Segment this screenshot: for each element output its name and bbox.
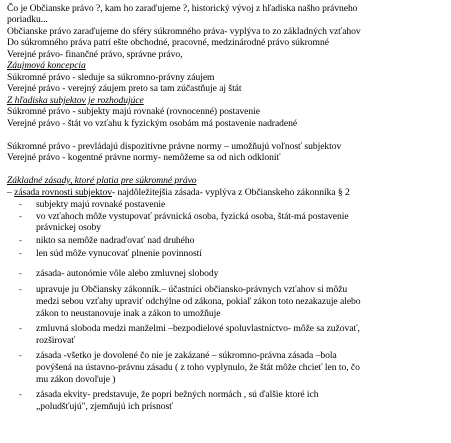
list-item: subjekty majú rovnaké postavenie <box>36 199 166 210</box>
principle-description: - najdôležitejšia zásada- vyplýva z Občianskeho zákonníka § 2 <box>111 187 350 198</box>
text-line: Verejné právo - kogentné právne normy- nemôžeme sa od nich odkloniť <box>7 152 281 163</box>
list-item-continuation: právnickej osoby <box>36 222 102 233</box>
text-line: Verejné právo - verejný záujem preto sa tam zúčastňuje aj štát <box>7 83 242 94</box>
bullet-marker: - <box>19 249 22 258</box>
text-line: poriadku... <box>7 14 48 25</box>
list-item-continuation: mu zákon dovoľuje ) <box>36 374 116 385</box>
list-item: zásada -všetko je dovolené čo nie je zakázané – súkromno-právna zásada –bola <box>36 350 337 361</box>
bullet-marker: - <box>19 236 22 245</box>
list-item-continuation: „poludšťujú", zjemňujú ich prísnosť <box>36 401 174 412</box>
bullet-marker: - <box>19 324 22 333</box>
list-item: vo vzťahoch môže vystupovať právnická osoba, fyzická osoba, štát-má postavenie <box>36 211 349 222</box>
list-item-continuation: medzi sebou vzťahy upraviť odchýlne od zákona, pokiaľ zákon toto nezakazuje alebo <box>36 296 361 307</box>
text-line: Čo je Občianske právo ?, kam ho zaraďujeme ?, historický vývoj z hľadiska našho právneho <box>7 3 358 14</box>
section-heading: Základné zásady, ktoré platia pre súkromné právo <box>7 175 197 186</box>
text-line: Súkromné právo - subjekty majú rovnaké (rovnocenné) postavenie <box>7 106 260 117</box>
list-item: nikto sa nemôže nadraďovať nad druhého <box>36 235 195 246</box>
principle-line <box>7 187 350 198</box>
list-item: zmluvná sloboda medzi manželmi –bezpodielové spoluvlastníctvo- môže sa zužovať, <box>36 323 360 334</box>
list-item: len súd môže vynucovať plnenie povinností <box>36 248 202 259</box>
bullet-marker: - <box>19 200 22 209</box>
text-line: Verejné právo - štát vo vzťahu k fyzickým osobám má postavenie nadradené <box>7 118 298 129</box>
dash-prefix: – <box>7 187 15 198</box>
bullet-marker: - <box>19 351 22 360</box>
text-line: Súkromné právo - sleduje sa súkromno-právny záujem <box>7 72 215 83</box>
section-heading: Záujmová koncepcia <box>7 60 86 71</box>
list-item-continuation: povýšená na ústavno-právnu zásadu ( z toho vyplynulo, že štát môže chcieť len to, čo <box>36 362 360 373</box>
bullet-marker: - <box>19 390 22 399</box>
bullet-marker: - <box>19 285 22 294</box>
bullet-marker: - <box>19 212 22 221</box>
text-line: Do súkromného práva patrí ešte obchodné, pracovné, medzinárodné právo súkromné <box>7 37 329 48</box>
list-item: zásada ekvity- predstavuje, že popri bežných normách , sú ďalšie ktoré ich <box>36 389 319 400</box>
list-item: zásada- autonómie vôle alebo zmluvnej slobody <box>36 268 219 279</box>
text-line: Súkromné právo - prevládajú dispozitívne právne normy – umožňujú voľnosť subjektov <box>7 141 342 152</box>
list-item: upravuje ju Občiansky zákonník.– účastníci občiansko-právnych vzťahov si môžu <box>36 284 348 295</box>
principle-title: zásada rovnosti subjektov <box>14 187 112 198</box>
text-line: Občianske právo zaraďujeme do sféry súkromného práva- vyplýva to zo základných vzťahov <box>7 26 361 37</box>
text-line: Verejné právo- finančné právo, správne právo, <box>7 49 183 60</box>
list-item-continuation: zákon to neustanovuje inak a zákon to umožňuje <box>36 308 221 319</box>
section-heading: Z hľadiska subjektov je rozhodujúce <box>7 95 144 106</box>
list-item-continuation: rozširovať <box>36 335 76 346</box>
bullet-marker: - <box>19 269 22 278</box>
